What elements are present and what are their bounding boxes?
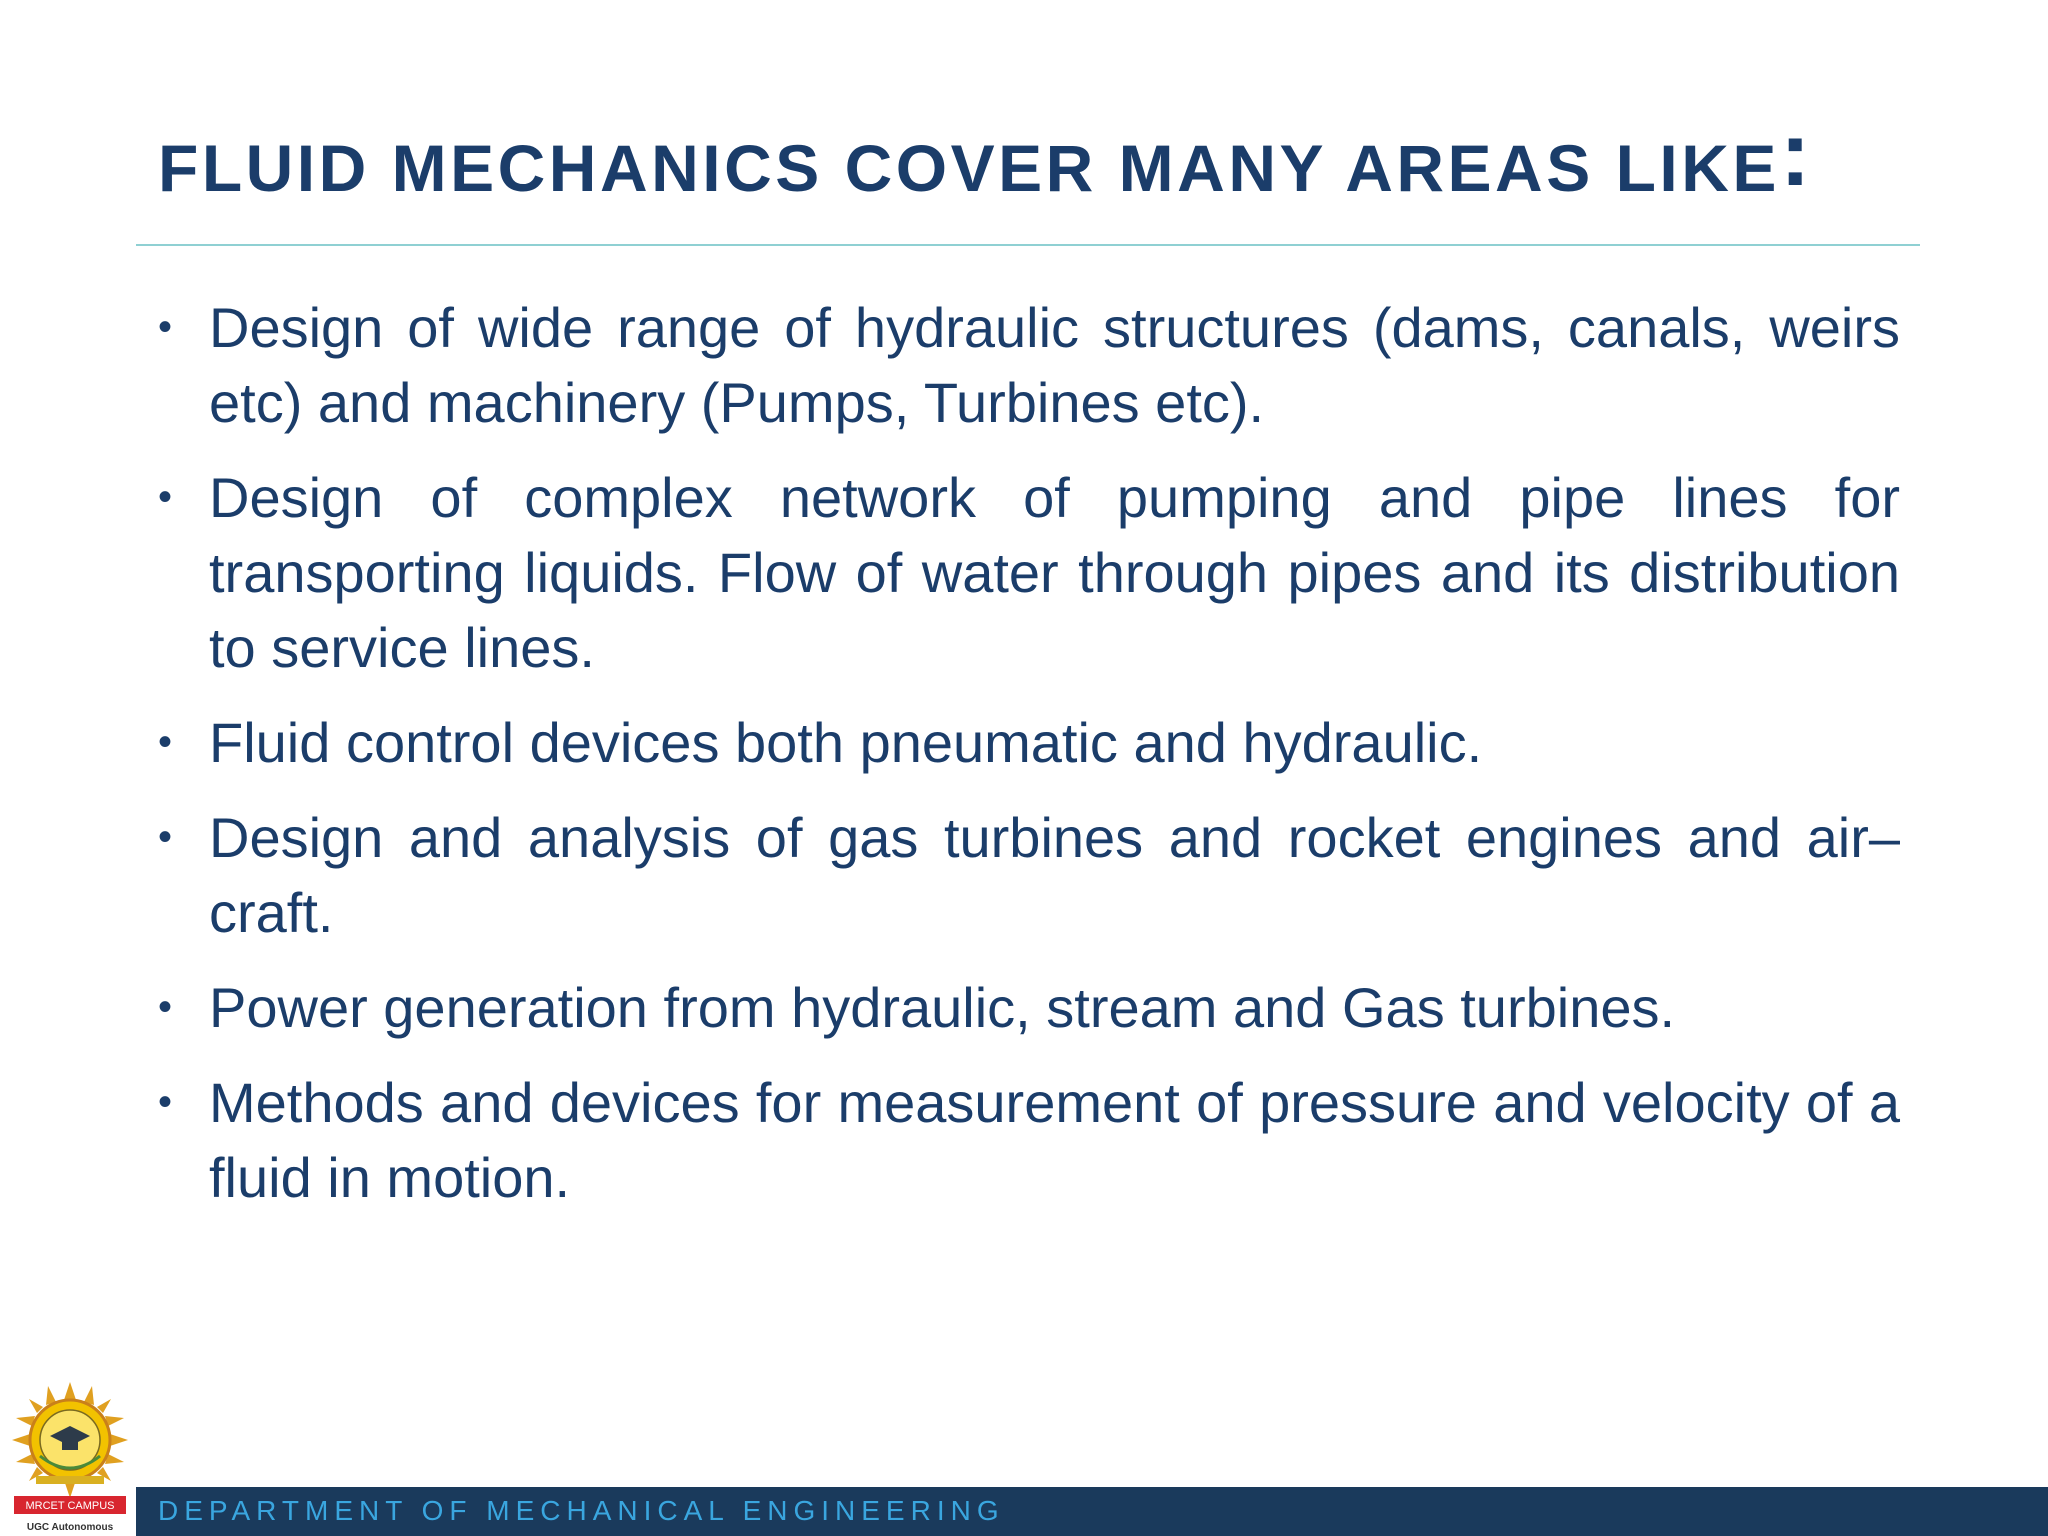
bullet-dot: • (158, 305, 173, 349)
footer-department: DEPARTMENT OF MECHANICAL ENGINEERING (158, 1495, 1005, 1526)
bullet-text: Design and analysis of gas turbines and rocket engines and air–craft. (209, 806, 1900, 944)
bullet-text: Methods and devices for measurement of pressure and velocity of a fluid in motion. (209, 1071, 1900, 1209)
bullet-list (148, 290, 1900, 1235)
bullet-text: Design of wide range of hydraulic structures (dams, canals, weirs etc) and machinery (Pumps, Turbines etc). (209, 296, 1900, 434)
bullet-dot: • (158, 1080, 173, 1124)
bullet-dot: • (158, 815, 173, 859)
bullet-item (148, 1065, 1900, 1215)
logo-ribbon (36, 1476, 104, 1484)
bullet-text: Design of complex network of pumping and pipe lines for transporting liquids. Flow of water through pipes and its distribution to service lines. (209, 466, 1900, 679)
slide-title-colon: : (1779, 103, 1811, 205)
bullet-text: Power generation from hydraulic, stream and Gas turbines. (209, 976, 1676, 1039)
footer-bar (136, 1487, 2048, 1536)
bullet-item (148, 800, 1900, 950)
bullet-item (148, 290, 1900, 440)
bullet-dot: • (158, 720, 173, 764)
bullet-dot: • (158, 475, 173, 519)
bullet-item (148, 970, 1900, 1045)
bullet-text: Fluid control devices both pneumatic and hydraulic. (209, 711, 1483, 774)
logo-cap-base (62, 1442, 78, 1450)
bullet-item (148, 460, 1900, 685)
title-divider (136, 244, 1920, 246)
bullet-item (148, 705, 1900, 780)
logo-sub-label: UGC Autonomous (26, 1522, 114, 1533)
slide-title (158, 103, 1811, 213)
college-logo (10, 1380, 130, 1536)
bullet-dot: • (158, 985, 173, 1029)
slide-title-text: FLUID MECHANICS COVER MANY AREAS LIKE (158, 131, 1780, 205)
logo-campus-label: MRCET CAMPUS (25, 1500, 115, 1512)
